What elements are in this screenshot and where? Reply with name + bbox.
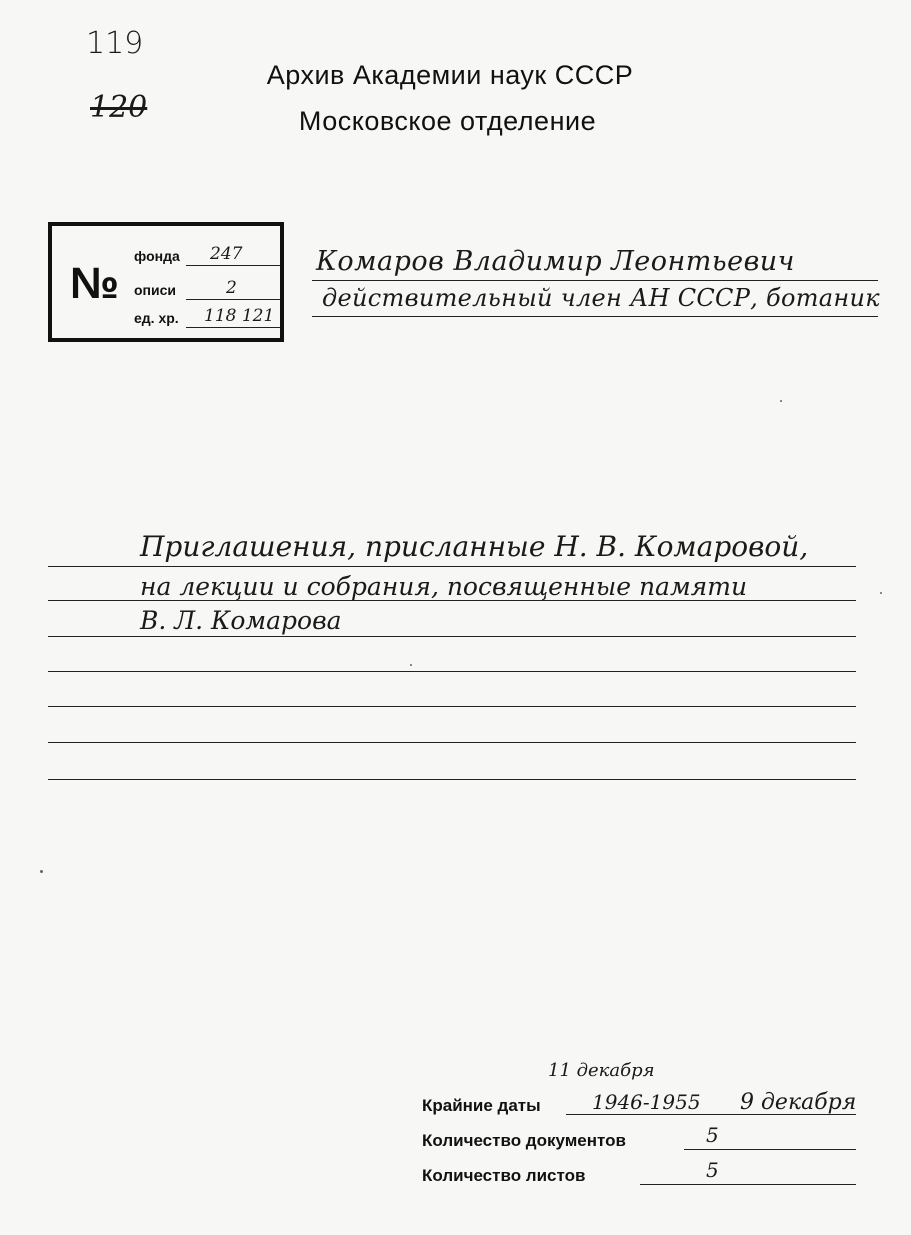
archive-department: Московское отделение	[298, 106, 597, 136]
scan-speck	[40, 870, 43, 873]
crossed-sheet-number: 120	[90, 90, 148, 125]
description-line-1: Приглашения, присланные Н. В. Комаровой,	[140, 530, 809, 563]
person-name: Комаров Владимир Леонтьевич	[316, 246, 795, 277]
description-rule-3	[48, 636, 856, 637]
dates-label: Крайние даты	[422, 1096, 541, 1115]
fond-value: 247	[210, 244, 243, 264]
description-rule-2	[48, 600, 856, 601]
opis-rule	[186, 299, 280, 300]
description-rule-6	[48, 742, 856, 743]
description-rule-1	[48, 566, 856, 567]
stamp-row-opis	[134, 276, 280, 300]
person-title: действительный член АН СССР, ботаник	[322, 284, 880, 312]
description-rule-4	[48, 671, 856, 672]
archive-title: Архив Академии наук СССР	[266, 60, 634, 90]
stamp-row-item	[134, 304, 280, 328]
dates-extra: 9 декабря	[740, 1090, 857, 1115]
name-rule-1	[312, 280, 878, 281]
documents-label: Количество документов	[422, 1131, 626, 1150]
scan-speck	[780, 400, 782, 402]
dates-value: 1946-1955	[592, 1090, 701, 1114]
description-rule-5	[48, 706, 856, 707]
sheets-rule	[640, 1184, 856, 1185]
scan-speck	[880, 592, 882, 594]
description-rule-7	[48, 779, 856, 780]
scan-speck	[410, 664, 412, 666]
item-label: ед. хр.	[134, 310, 179, 326]
documents-value: 5	[706, 1123, 719, 1147]
item-value: 118 121	[204, 306, 275, 326]
sheets-value: 5	[706, 1158, 719, 1182]
fond-label: фонда	[134, 248, 180, 264]
number-sign: №	[70, 259, 120, 308]
fond-rule	[186, 265, 280, 266]
catalog-stamp	[48, 222, 284, 342]
current-sheet-number: 119	[86, 26, 144, 61]
name-rule-2	[312, 316, 878, 317]
item-rule	[186, 327, 280, 328]
description-line-2: на лекции и собрания, посвященные памяти	[140, 572, 748, 601]
opis-label: описи	[134, 282, 177, 298]
sheets-label: Количество листов	[422, 1166, 586, 1185]
opis-value: 2	[226, 278, 237, 298]
stamp-row-fond	[134, 242, 280, 266]
documents-rule	[684, 1149, 856, 1150]
description-line-3: В. Л. Комарова	[140, 606, 342, 635]
date-correction-note: 11 декабря	[548, 1060, 655, 1081]
